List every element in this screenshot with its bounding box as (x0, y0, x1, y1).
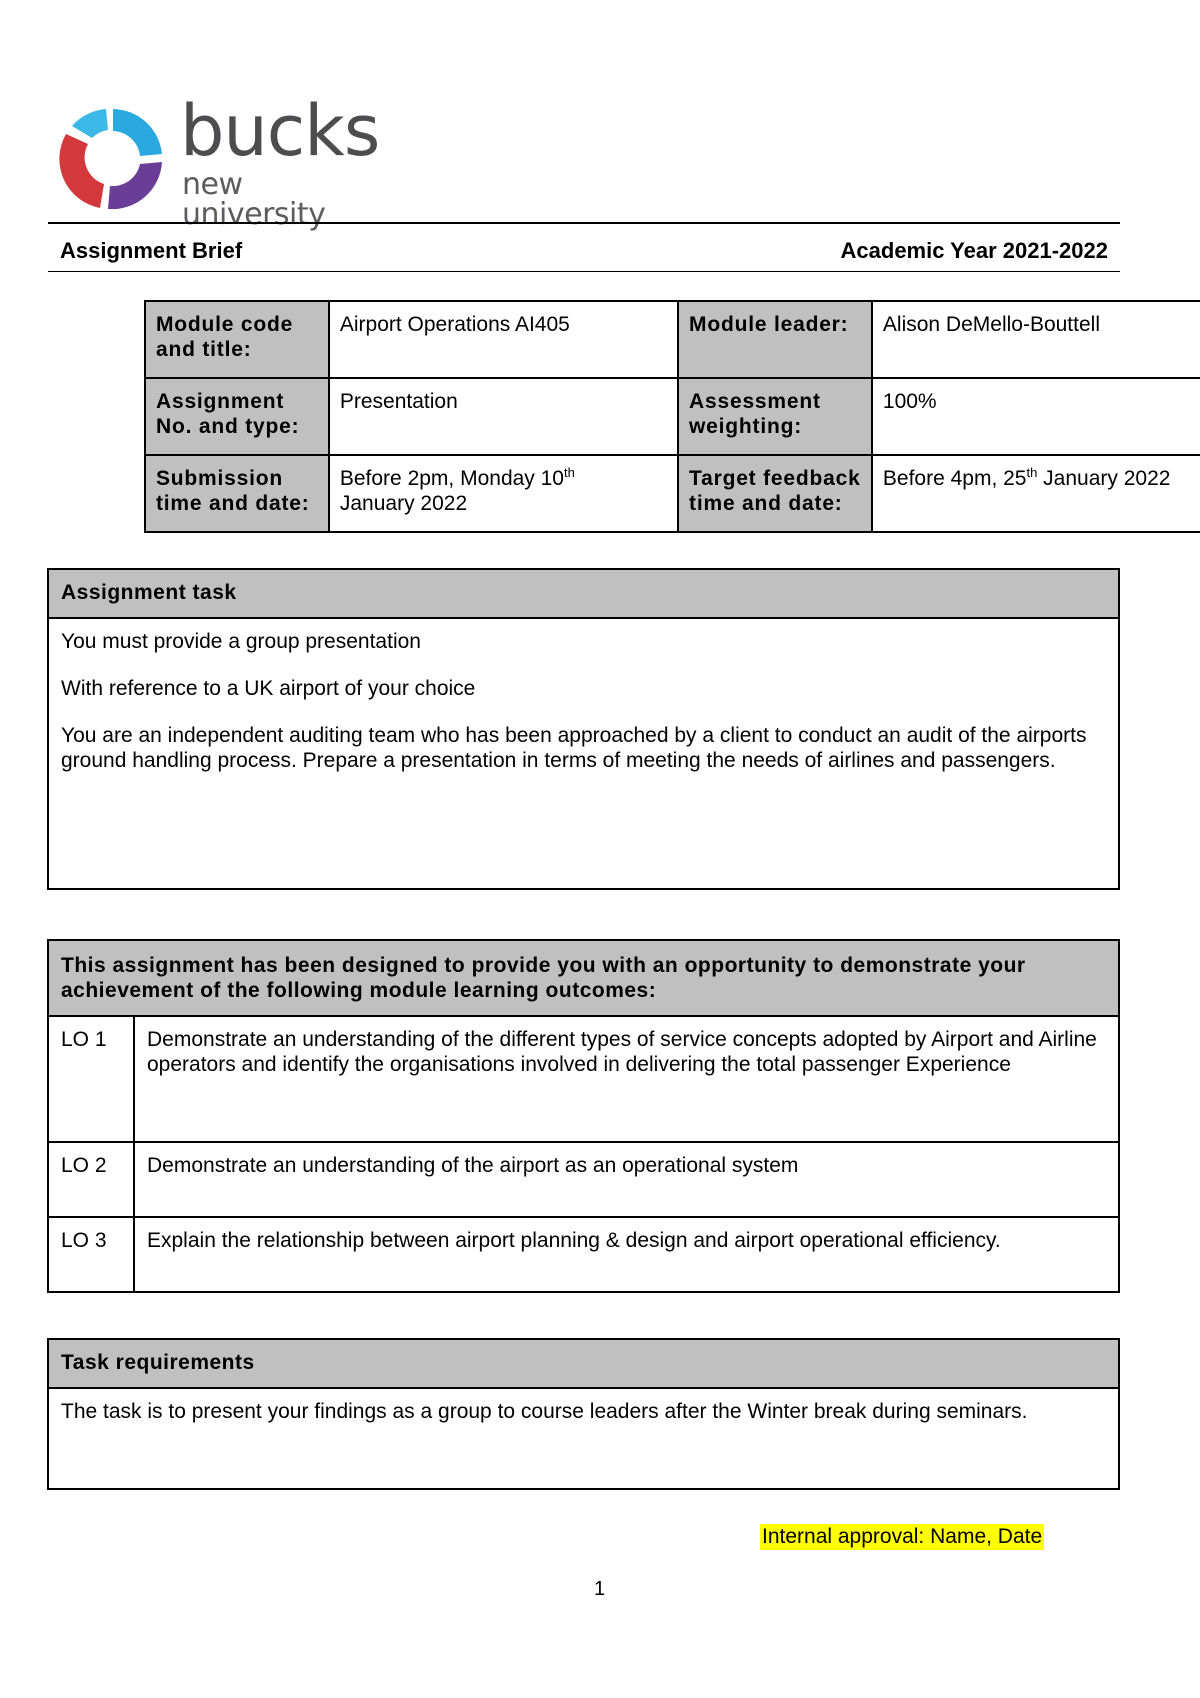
table-row (48, 1016, 1119, 1142)
lo-text: Demonstrate an understanding of the different types of service concepts adopted by Airport and Airline operators and identify the organisations involved in delivering the total passenger Experience (134, 1016, 1119, 1142)
learning-outcomes-table (47, 939, 1120, 1293)
table-row (145, 301, 1200, 378)
logo-wordmark: bucks (180, 90, 380, 172)
weighting-label: Assessment weighting: (678, 378, 872, 455)
lo-code: LO 2 (48, 1142, 134, 1217)
table-row (145, 378, 1200, 455)
assignment-value: Presentation (329, 378, 678, 455)
task-body (48, 618, 1119, 889)
assignment-label: Assignment No. and type: (145, 378, 329, 455)
page-number: 1 (594, 1578, 606, 1600)
task-paragraph: You are an independent auditing team who has been approached by a client to conduct an audit of the airports ground handling process. Prepare a presentation in terms of meeting the needs of airlines and passengers. (61, 724, 1087, 772)
task-paragraph: With reference to a UK airport of your choice (61, 677, 476, 700)
table-row (48, 1217, 1119, 1292)
task-heading: Assignment task (48, 569, 1119, 618)
feedback-label: Target feedback time and date: (678, 455, 872, 532)
leader-label: Module leader: (678, 301, 872, 378)
requirements-heading: Task requirements (48, 1339, 1119, 1388)
module-value: Airport Operations AI405 (329, 301, 678, 378)
submission-value: Before 2pm, Monday 10th January 2022 (329, 455, 678, 532)
logo-subtitle: new university (182, 167, 326, 232)
table-row (145, 455, 1200, 532)
lo-code: LO 3 (48, 1217, 134, 1292)
requirements-text: The task is to present your findings as a group to course leaders after the Winter break during seminars. (48, 1388, 1119, 1489)
task-paragraph: You must provide a group presentation (61, 630, 421, 653)
lo-code: LO 1 (48, 1016, 134, 1142)
feedback-value: Before 4pm, 25th January 2022 (872, 455, 1200, 532)
task-requirements-box (47, 1338, 1120, 1490)
leader-value: Alison DeMello-Bouttell (872, 301, 1200, 378)
lo-text: Demonstrate an understanding of the airport as an operational system (134, 1142, 1119, 1217)
document-title: Assignment Brief (60, 238, 243, 263)
document-header (48, 222, 1120, 272)
assignment-task-box (47, 568, 1120, 890)
submission-label: Submission time and date: (145, 455, 329, 532)
module-label: Module code and title: (145, 301, 329, 378)
module-info-table (144, 300, 1200, 533)
internal-approval-note: Internal approval: Name, Date (762, 1525, 1043, 1548)
outcomes-heading: This assignment has been designed to provide you with an opportunity to demonstrate your achievement of the following module learning outcomes: (48, 940, 1119, 1016)
logo-swirl-icon (58, 104, 168, 214)
table-row (48, 1142, 1119, 1217)
university-logo (58, 90, 380, 232)
academic-year: Academic Year 2021-2022 (840, 238, 1108, 263)
weighting-value: 100% (872, 378, 1200, 455)
lo-text: Explain the relationship between airport planning & design and airport operational efficiency. (134, 1217, 1119, 1292)
